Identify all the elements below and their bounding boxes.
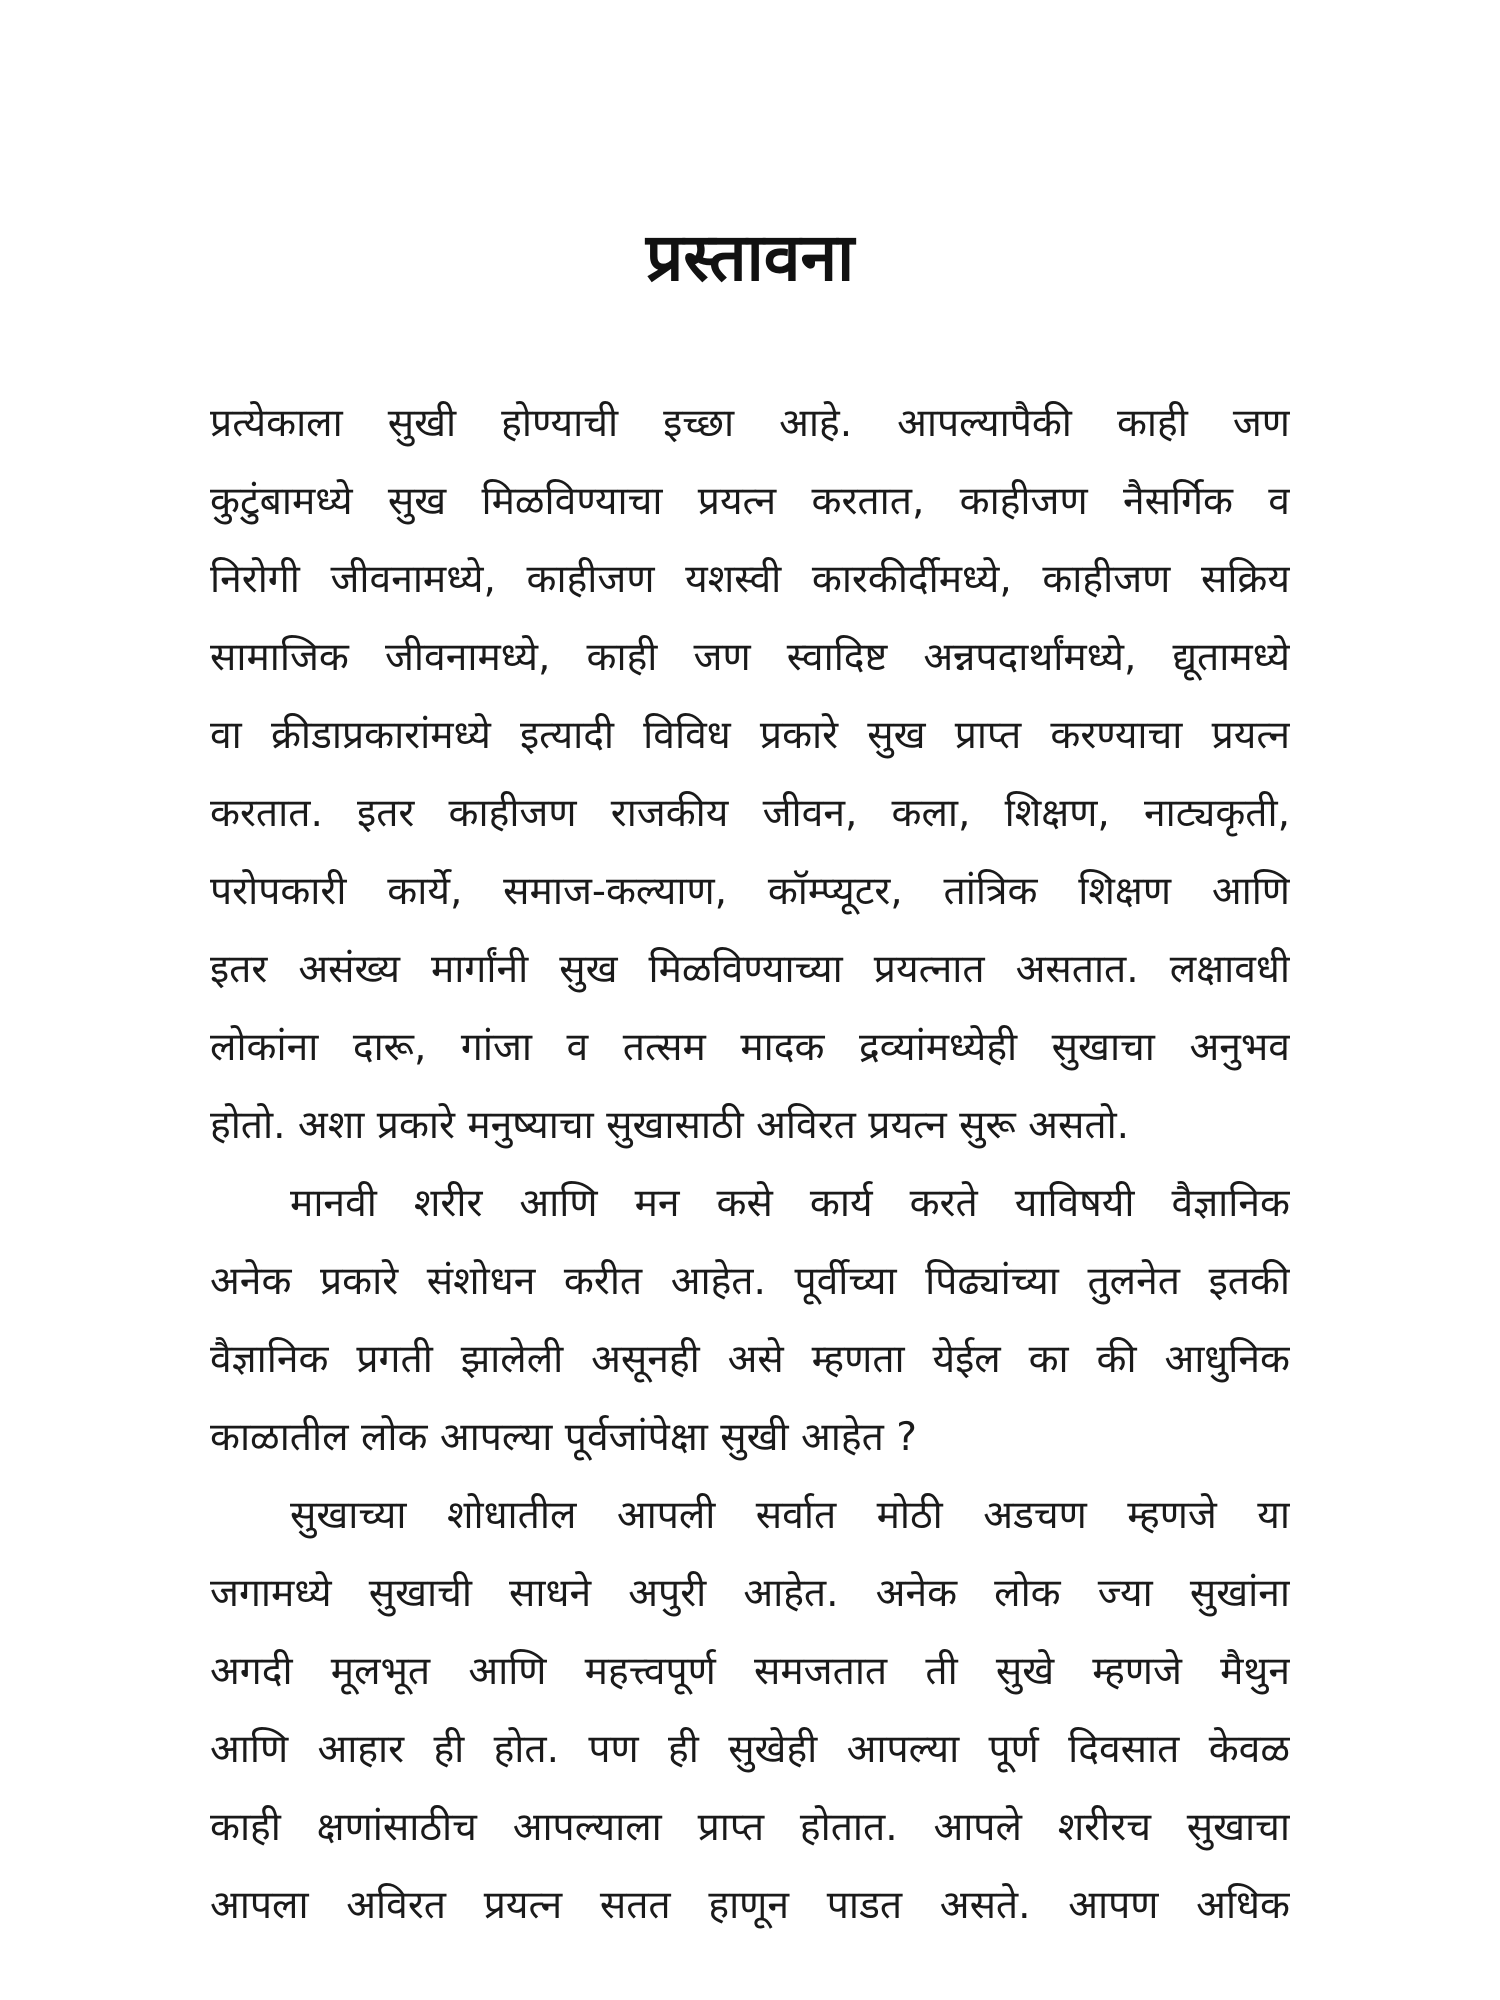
text-line: सुखाच्या शोधातील आपली सर्वात मोठी अडचण म्हणजे या: [290, 1493, 1290, 1538]
text-line: होतो. अशा प्रकारे मनुष्याचा सुखासाठी अविरत प्रयत्न सुरू असतो.: [210, 1103, 1130, 1148]
text-line: करतात. इतर काहीजण राजकीय जीवन, कला, शिक्षण, नाट्यकृती,: [210, 791, 1290, 836]
text-line: कुटुंबामध्ये सुख मिळविण्याचा प्रयत्न करतात, काहीजण नैसर्गिक व: [210, 479, 1290, 524]
text-line: आणि आहार ही होत. पण ही सुखेही आपल्या पूर्ण दिवसात केवळ: [210, 1727, 1290, 1772]
text-line: लोकांना दारू, गांजा व तत्सम मादक द्रव्यांमध्येही सुखाचा अनुभव: [210, 1025, 1290, 1070]
text-line: अगदी मूलभूत आणि महत्त्वपूर्ण समजतात ती सुखे म्हणजे मैथुन: [210, 1649, 1290, 1694]
text-line: निरोगी जीवनामध्ये, काहीजण यशस्वी कारकीर्दीमध्ये, काहीजण सक्रिय: [210, 557, 1290, 602]
page-title: प्रस्तावना: [645, 219, 855, 296]
text-line: आपला अविरत प्रयत्न सतत हाणून पाडत असते. आपण अधिक: [210, 1883, 1290, 1928]
text-line: प्रत्येकाला सुखी होण्याची इच्छा आहे. आपल्यापैकी काही जण: [210, 401, 1290, 446]
text-line: वा क्रीडाप्रकारांमध्ये इत्यादी विविध प्रकारे सुख प्राप्त करण्याचा प्रयत्न: [210, 713, 1290, 758]
text-line: काही क्षणांसाठीच आपल्याला प्राप्त होतात. आपले शरीरच सुखाचा: [210, 1805, 1290, 1850]
text-line: अनेक प्रकारे संशोधन करीत आहेत. पूर्वीच्या पिढ्यांच्या तुलनेत इतकी: [210, 1259, 1290, 1304]
text-line: वैज्ञानिक प्रगती झालेली असूनही असे म्हणता येईल का की आधुनिक: [210, 1337, 1290, 1382]
text-line: इतर असंख्य मार्गांनी सुख मिळविण्याच्या प्रयत्नात असतात. लक्षावधी: [210, 947, 1290, 992]
text-line: परोपकारी कार्ये, समाज-कल्याण, कॉम्प्यूटर, तांत्रिक शिक्षण आणि: [210, 869, 1290, 914]
body-text: [210, 385, 1290, 1945]
text-line: काळातील लोक आपल्या पूर्वजांपेक्षा सुखी आहेत ?: [210, 1415, 917, 1460]
text-line: जगामध्ये सुखाची साधने अपुरी आहेत. अनेक लोक ज्या सुखांना: [210, 1571, 1290, 1616]
text-line: सामाजिक जीवनामध्ये, काही जण स्वादिष्ट अन्नपदार्थांमध्ये, द्यूतामध्ये: [210, 635, 1290, 680]
text-line: मानवी शरीर आणि मन कसे कार्य करते याविषयी वैज्ञानिक: [290, 1181, 1290, 1226]
